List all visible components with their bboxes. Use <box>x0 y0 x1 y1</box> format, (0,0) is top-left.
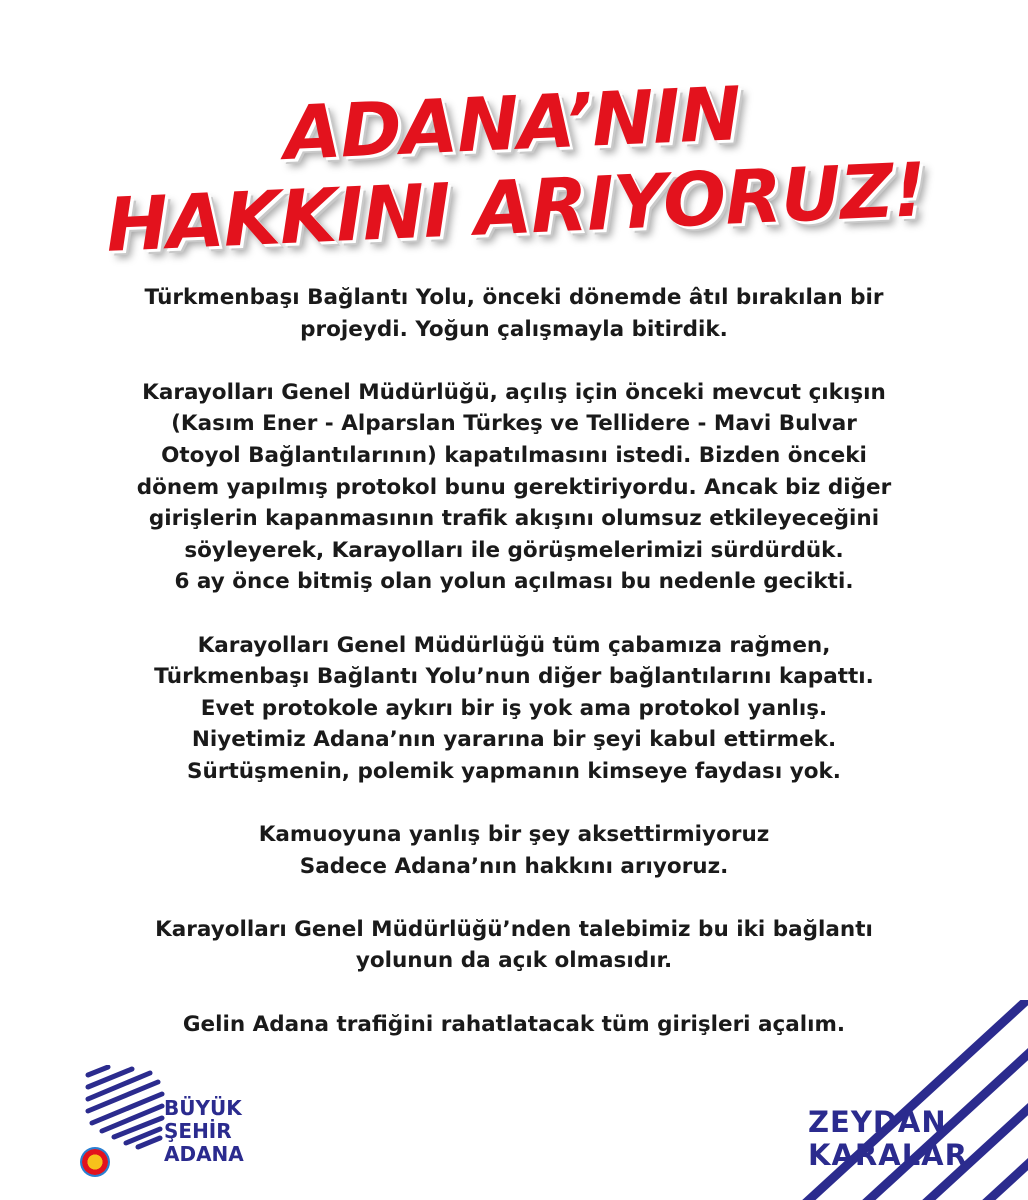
statement-body <box>70 282 958 1072</box>
text-line: (Kasım Ener - Alparslan Türkeş ve Tellidere - Mavi Bulvar <box>171 411 857 437</box>
text-line: yolunun da açık olmasıdır. <box>355 948 673 974</box>
paragraph-2 <box>70 377 958 598</box>
text-line: Kamuoyuna yanlış bir şey aksettirmiyoruz <box>258 822 770 848</box>
logo-stripes-icon <box>80 1065 170 1155</box>
logo-line-1: BÜYÜK <box>164 1096 242 1120</box>
text-line: Türkmenbaşı Bağlantı Yolu, önceki dönemde âtıl bırakılan bir <box>144 285 884 310</box>
paragraph-3 <box>70 630 958 788</box>
text-line: girişlerin kapanmasının trafik akışını olumsuz etkileyeceğini <box>148 506 880 532</box>
text-line: Niyetimiz Adana’nın yararına bir şeyi kabul ettirmek. <box>191 727 837 753</box>
text-line: Karayolları Genel Müdürlüğü, açılış için önceki mevcut çıkışın <box>142 379 886 405</box>
paragraph-5 <box>70 914 958 977</box>
signature-line-1: ZEYDAN <box>808 1105 947 1139</box>
text-line: Karayolları Genel Müdürlüğü tüm çabamıza rağmen, <box>197 632 831 658</box>
text-line: Karayolları Genel Müdürlüğü’nden talebimiz bu iki bağlantı <box>155 916 873 942</box>
headline-line-1: ADANA’NIN <box>282 71 743 177</box>
text-line: Otoyol Bağlantılarının) kapatılmasını istedi. Bizden önceki <box>161 442 867 468</box>
signature <box>808 1106 968 1172</box>
text-line: dönem yapılmış protokol bunu gerektiriyordu. Ancak biz diğer <box>136 474 892 500</box>
headline <box>0 60 1028 273</box>
text-line: Türkmenbaşı Bağlantı Yolu’nun diğer bağlantılarını kapattı. <box>154 664 874 690</box>
text-line: projeydi. Yoğun çalışmayla bitirdik. <box>300 316 728 342</box>
text-line: Sadece Adana’nın hakkını arıyoruz. <box>299 853 729 879</box>
buyuksehir-adana-logo <box>80 1065 280 1185</box>
text-line: söyleyerek, Karayolları ile görüşmelerimizi sürdürdük. <box>184 537 844 563</box>
logo-wordmark <box>164 1097 244 1166</box>
paragraph-4 <box>70 819 958 882</box>
text-line: 6 ay önce bitmiş olan yolun açılması bu nedenle gecikti. <box>174 569 854 595</box>
paragraph-1 <box>70 282 958 345</box>
text-line: Sürtüşmenin, polemik yapmanın kimseye faydası yok. <box>187 758 841 784</box>
text-line: Evet protokole aykırı bir iş yok ama protokol yanlış. <box>200 695 828 721</box>
logo-line-2: ŞEHİR <box>164 1119 232 1143</box>
text-line: Gelin Adana trafiğini rahatlatacak tüm girişleri açalım. <box>182 1011 846 1037</box>
municipality-emblem-icon <box>80 1147 110 1177</box>
headline-line-2: HAKKINI ARIYORUZ! <box>104 147 928 269</box>
signature-line-2: KARALAR <box>808 1138 968 1172</box>
logo-line-3: ADANA <box>164 1142 244 1166</box>
